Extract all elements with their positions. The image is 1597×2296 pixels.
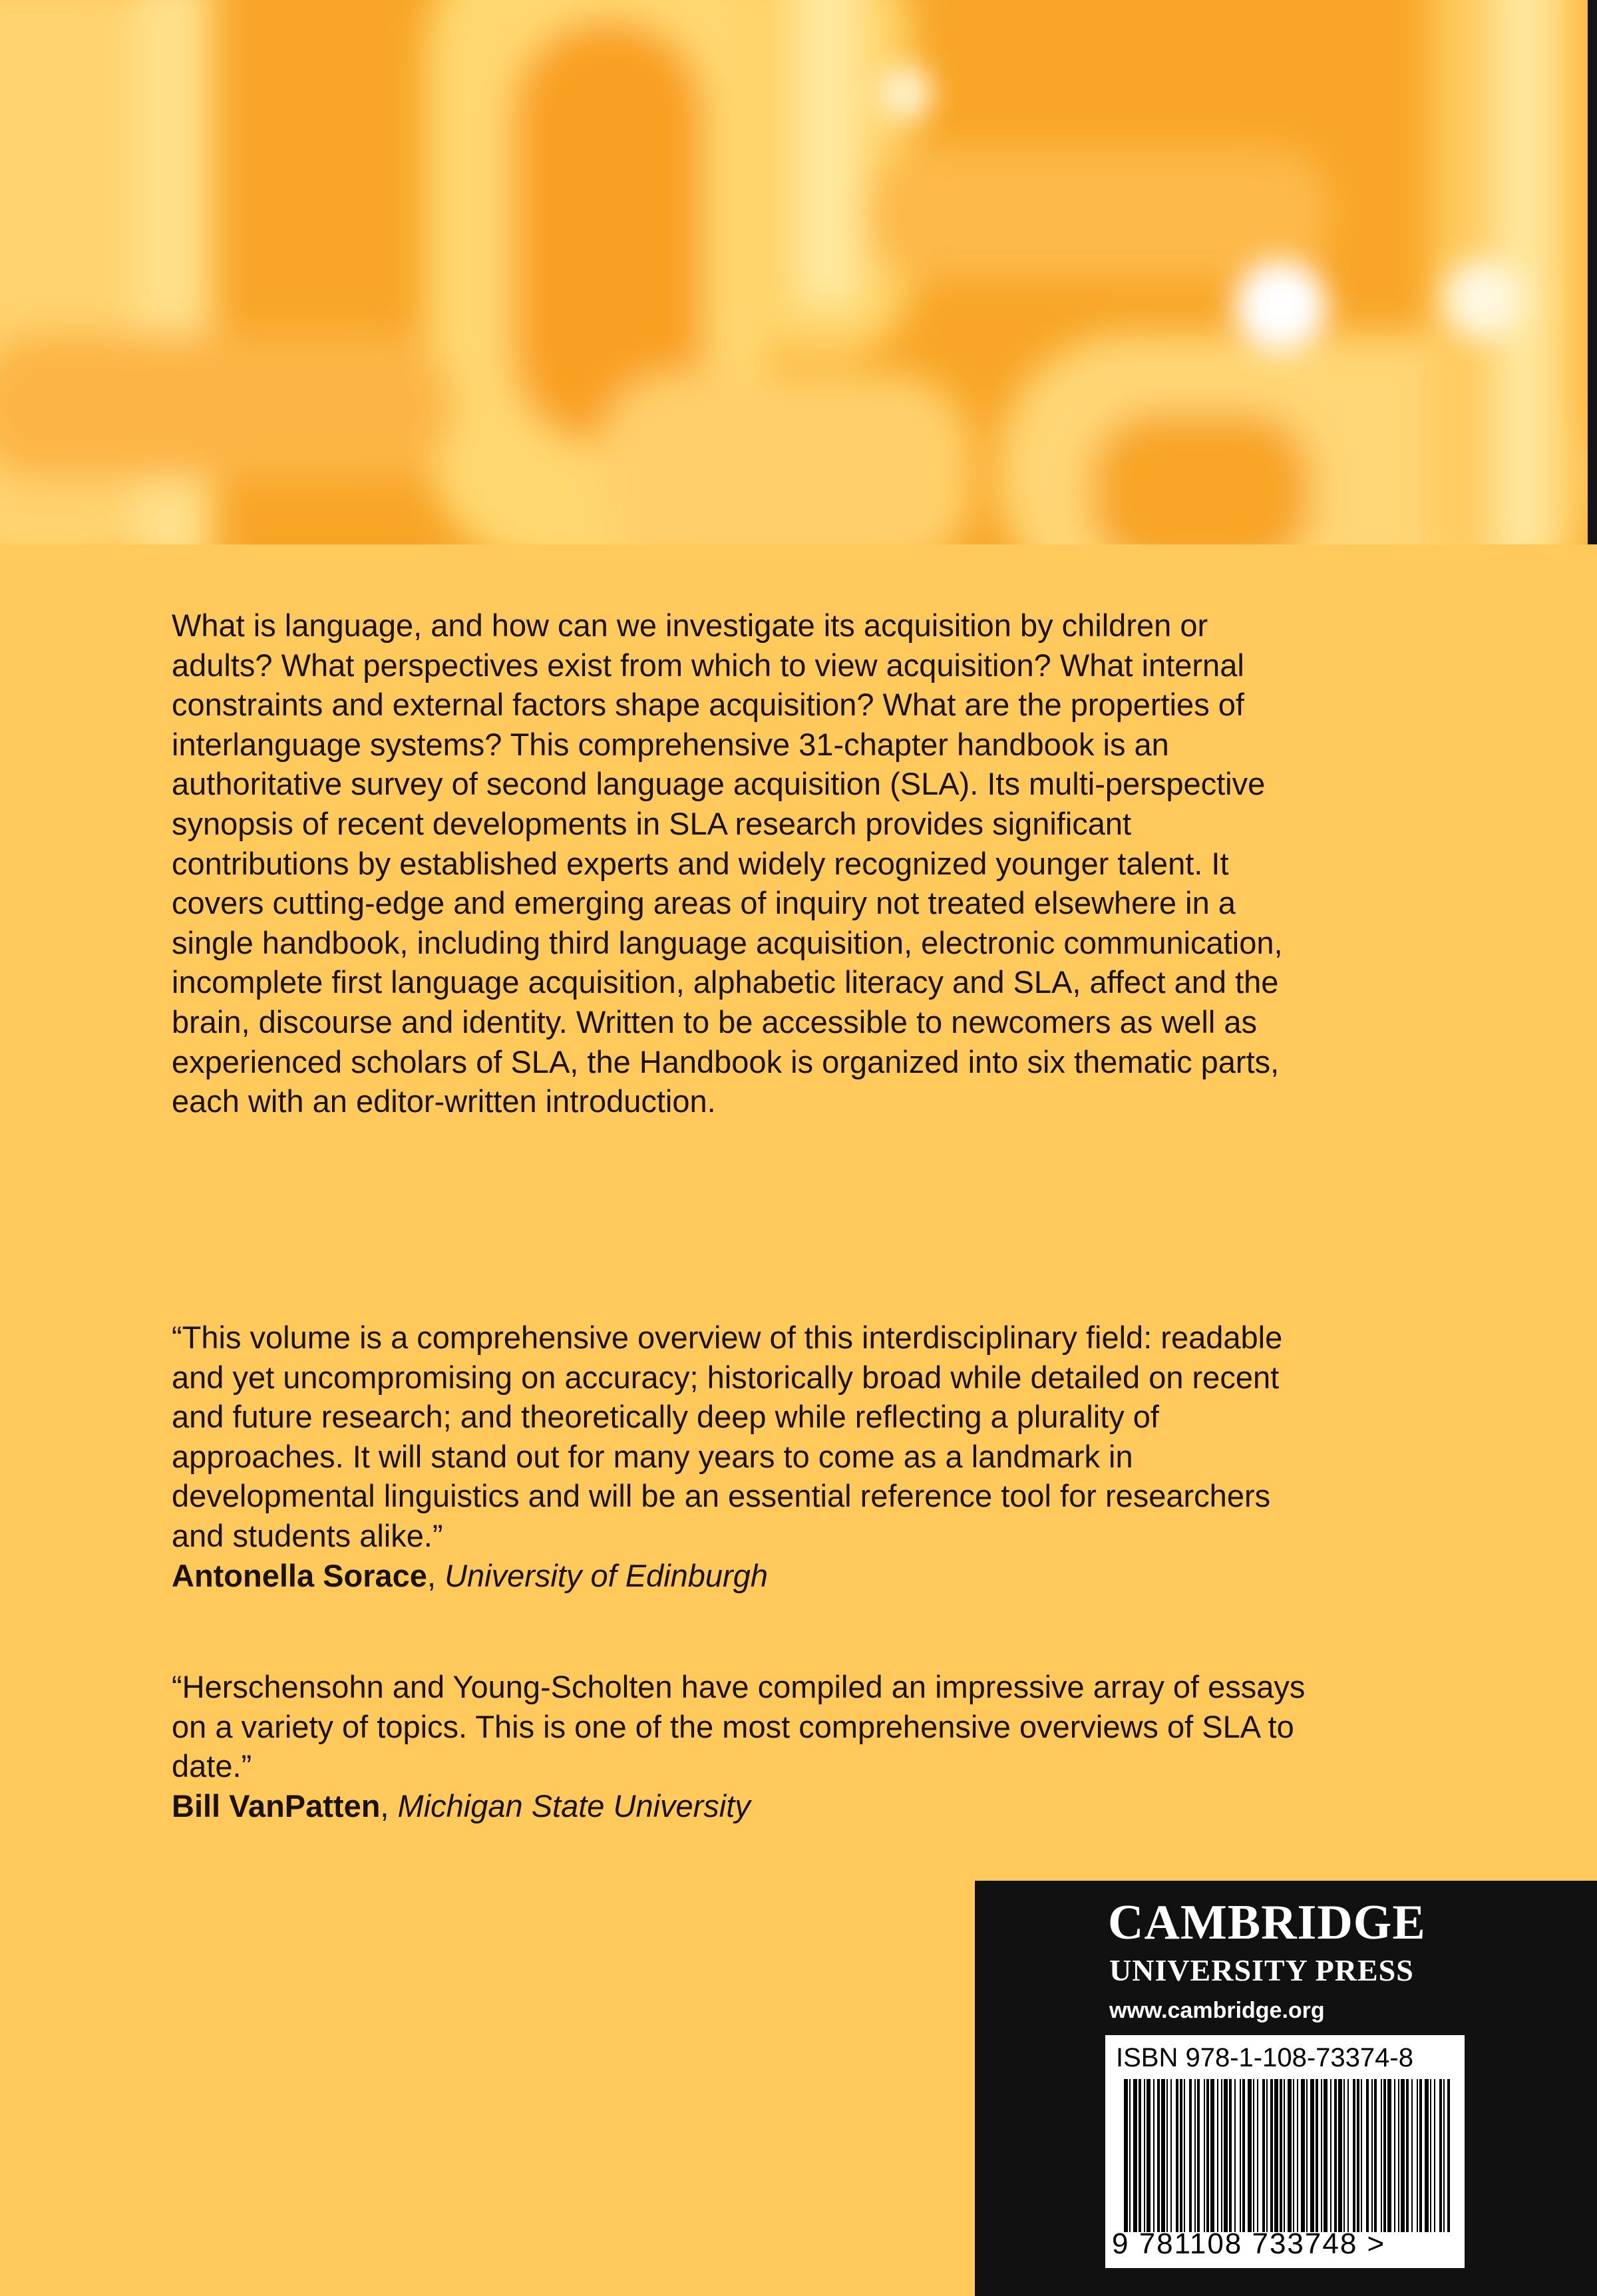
barcode-bar — [1176, 2079, 1178, 2232]
quote-text: “Herschensohn and Young-Scholten have compiled an impressive array of essays on a variety of topics. This is one of the most comprehensive overviews of SLA to date.” — [172, 1669, 1306, 1784]
barcode-bar — [1206, 2079, 1209, 2232]
barcode-bar — [1306, 2079, 1308, 2232]
barcode-bar — [1371, 2079, 1373, 2232]
publisher-subtitle: UNIVERSITY PRESS — [1109, 1953, 1414, 1987]
abstract-blur-graphic — [0, 0, 1588, 544]
isbn-label: ISBN 978-1-108-73374-8 — [1116, 2043, 1413, 2072]
barcode-bar — [1124, 2079, 1128, 2232]
barcode-bar — [1417, 2079, 1418, 2232]
barcode-bar — [1374, 2079, 1377, 2232]
barcode-bar — [1316, 2079, 1318, 2232]
barcode-bar — [1401, 2079, 1405, 2232]
barcode-bar — [1153, 2079, 1154, 2232]
barcode-bar — [1170, 2079, 1172, 2232]
barcode-bar — [1204, 2079, 1205, 2232]
barcode-bar — [1387, 2079, 1391, 2232]
barcode-bar — [1253, 2079, 1254, 2232]
barcode-bar — [1144, 2079, 1145, 2232]
barcode-bar — [1343, 2079, 1345, 2232]
barcode-bar — [1425, 2079, 1429, 2232]
barcode-bar — [1334, 2079, 1337, 2232]
quote-author: Bill VanPatten — [172, 1788, 381, 1823]
barcode-bar — [1266, 2079, 1268, 2232]
barcode-bar — [1129, 2079, 1131, 2232]
barcode-bar — [1361, 2079, 1362, 2232]
quote-affiliation: University of Edinburgh — [444, 1557, 768, 1593]
attribution-separator: , — [427, 1557, 445, 1593]
publisher-logo: CAMBRIDGE — [1108, 1895, 1426, 1950]
cover-artwork — [0, 0, 1588, 544]
barcode-bar — [1419, 2079, 1422, 2232]
barcode-bar — [1353, 2079, 1355, 2232]
barcode-bar — [1398, 2079, 1399, 2232]
attribution-separator: , — [380, 1788, 398, 1823]
barcode-bar — [1310, 2079, 1314, 2232]
barcode-bar — [1194, 2079, 1196, 2232]
barcode-bar — [1439, 2079, 1442, 2232]
barcode-bar — [1321, 2079, 1322, 2232]
barcode-bar — [1406, 2079, 1409, 2232]
barcode-bar — [1430, 2079, 1431, 2232]
barcode-bar — [1324, 2079, 1328, 2232]
barcode-bar — [1197, 2079, 1200, 2232]
quote-text: “This volume is a comprehensive overview of this interdisciplinary field: readable and yet uncompromising on accuracy; historically broad while detailed on recent and future research; and theoretically deep while reflecting a plurality of approaches. It will stand out for many years to come as a landmark in developmental linguistics and will be an essential reference tool for researchers and students alike.” — [172, 1320, 1283, 1553]
barcode-bar — [1394, 2079, 1395, 2232]
barcode-bar — [1347, 2079, 1349, 2232]
barcode-bar — [1242, 2079, 1245, 2232]
barcode-bar — [1270, 2079, 1273, 2232]
barcode-bar — [1381, 2079, 1382, 2232]
barcode-bar — [1133, 2079, 1137, 2232]
barcode-bar — [1434, 2079, 1435, 2232]
barcode-bar — [1180, 2079, 1182, 2232]
barcode-bar — [1293, 2079, 1294, 2232]
barcode-bar — [1229, 2079, 1232, 2232]
barcode-bar — [1411, 2079, 1413, 2232]
barcode-bar — [1189, 2079, 1192, 2232]
barcode-bar — [1443, 2079, 1445, 2232]
barcode-bars — [1124, 2079, 1450, 2232]
quote-affiliation: Michigan State University — [397, 1788, 751, 1823]
barcode-bar — [1257, 2079, 1258, 2232]
barcode-bar — [1157, 2079, 1160, 2232]
barcode-bar — [1447, 2079, 1450, 2232]
barcode-bar — [1224, 2079, 1228, 2232]
book-description: What is language, and how can we investigate its acquisition by children or adults? What perspectives exist from which to view acquisition? What internal constraints and external factors shape acquisition? What are the properties of interlanguage systems? This comprehensive 31-chapter handbook is an authoritative survey of second language acquisition (SLA). Its multi-perspective synopsis of recent developments in SLA research provides significant contributions by established experts and widely recognized younger talent. It covers cutting-edge and emerging areas of inquiry not treated elsewhere in a single handbook, including third language acquisition, electronic communication, incomplete first language acquisition, alphabetic literacy and SLA, affect and the brain, discourse and identity. Written to be accessible to newcomers as well as experienced scholars of SLA, the Handbook is organized into six thematic parts, each with an editor-written introduction. — [172, 608, 1283, 1119]
barcode-bar — [1166, 2079, 1168, 2232]
barcode-bar — [1147, 2079, 1151, 2232]
barcode-bar — [1297, 2079, 1298, 2232]
barcode-bar — [1338, 2079, 1342, 2232]
barcode-bar — [1357, 2079, 1359, 2232]
quote-attribution — [172, 1786, 1316, 1826]
barcode-bar — [1383, 2079, 1386, 2232]
barcode-bar — [1161, 2079, 1165, 2232]
barcode-bar — [1301, 2079, 1305, 2232]
barcode-bar — [1217, 2079, 1218, 2232]
barcode-bar — [1274, 2079, 1278, 2232]
quote-author: Antonella Sorace — [172, 1557, 427, 1593]
barcode-bar — [1280, 2079, 1282, 2232]
barcode-bar — [1288, 2079, 1292, 2232]
endorsement-quote — [172, 1667, 1316, 1825]
barcode-bar — [1262, 2079, 1265, 2232]
barcode-bar — [1366, 2079, 1369, 2232]
spine-edge — [1588, 0, 1597, 544]
barcode-bar — [1240, 2079, 1241, 2232]
barcode-bar — [1221, 2079, 1222, 2232]
publisher-url: www.cambridge.org — [1109, 1998, 1325, 2023]
quote-attribution — [172, 1556, 1316, 1596]
barcode-bar — [1139, 2079, 1141, 2232]
barcode-bar — [1234, 2079, 1236, 2232]
barcode-digits: 9 781108 733748 > — [1112, 2227, 1386, 2260]
barcode-bar — [1330, 2079, 1331, 2232]
barcode-bar — [1248, 2079, 1252, 2232]
endorsement-quote — [172, 1318, 1316, 1595]
barcode-bar — [1184, 2079, 1185, 2232]
barcode-bar — [1210, 2079, 1214, 2232]
barcode-bar — [1284, 2079, 1285, 2232]
isbn-barcode — [1105, 2035, 1465, 2268]
publisher-panel — [975, 1881, 1597, 2296]
